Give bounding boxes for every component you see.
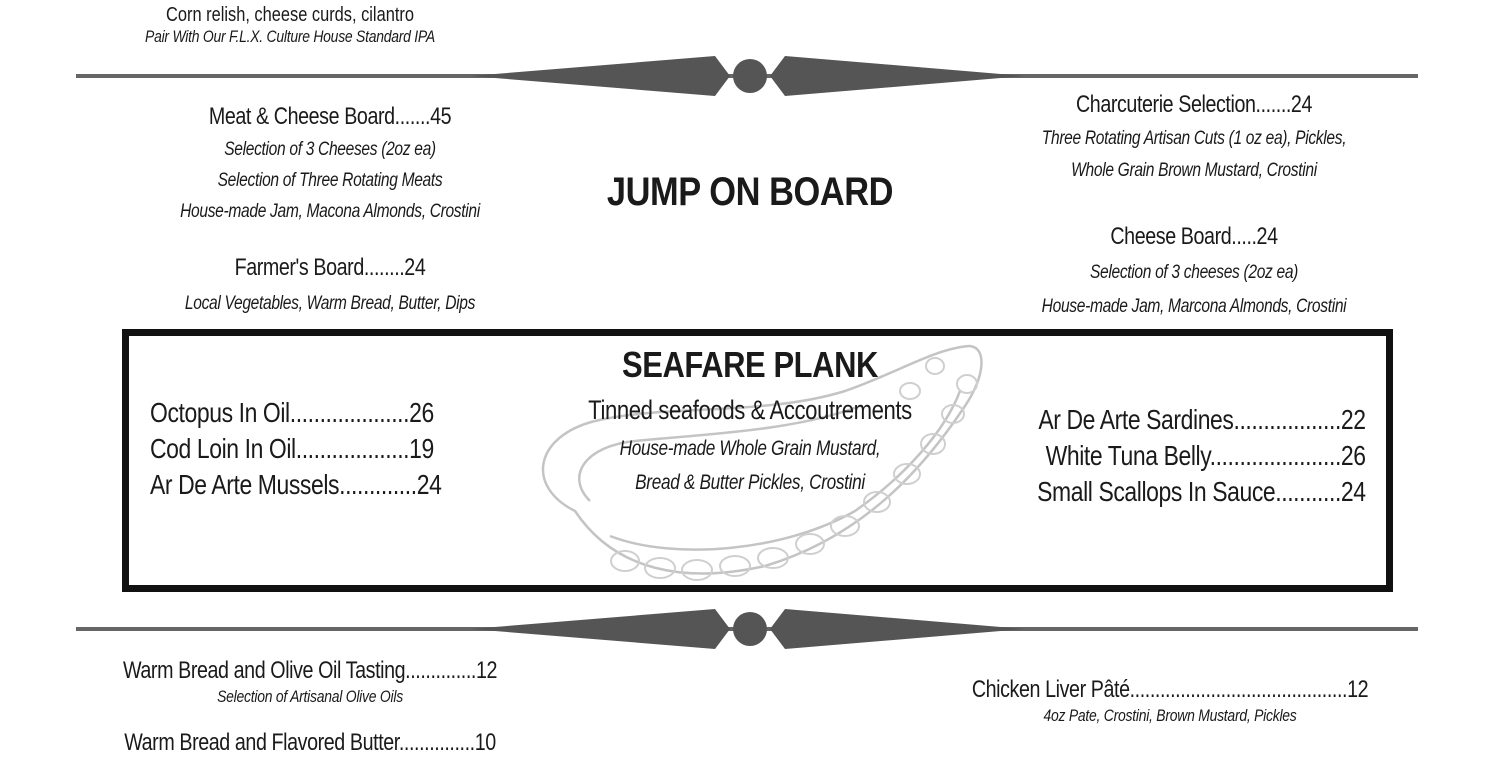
seafare-item: Small Scallops In Sauce...........24 [1037, 476, 1366, 507]
menu-item-desc-line: Three Rotating Artisan Cuts (1 oz ea), Pickles, [1041, 128, 1347, 149]
seafare-desc-line: Bread & Butter Pickles, Crostini [635, 471, 865, 494]
menu-item-desc-line: Local Vegetables, Warm Bread, Butter, Dips [184, 293, 476, 314]
seafare-item: Cod Loin In Oil...................19 [150, 433, 434, 464]
menu-item-desc-line: House-made Jam, Macona Almonds, Crostini [180, 201, 480, 222]
menu-item-cheese-board [984, 220, 1404, 322]
menu-item-title: Warm Bread and Olive Oil Tasting..............12 [122, 657, 498, 684]
menu-item-charcuterie-selection [984, 88, 1404, 186]
menu-item-flavored-butter [60, 728, 560, 758]
menu-item-desc-line: Selection of 3 cheeses (2oz ea) [1089, 262, 1299, 283]
seafare-desc-line: House-made Whole Grain Mustard, [619, 437, 881, 460]
seafare-item: Octopus In Oil....................26 [150, 397, 434, 428]
menu-item-meat-cheese-board [130, 100, 530, 227]
seafare-right-list [965, 402, 1366, 510]
menu-item-title: Chicken Liver Pâté...........................................12 [971, 676, 1369, 703]
menu-item-desc-line: Whole Grain Brown Mustard, Crostini [1071, 160, 1317, 181]
ornamental-divider-bottom [0, 599, 1500, 659]
menu-item-title: Warm Bread and Flavored Butter...............10 [124, 729, 496, 756]
menu-item-title: Cheese Board.....24 [1110, 223, 1278, 250]
seafare-center-column [500, 342, 1000, 498]
seafare-heading: SEAFARE PLANK [622, 344, 878, 385]
menu-item-desc-line: Selection of Three Rotating Meats [217, 170, 443, 191]
menu-item-title: Meat & Cheese Board.......45 [208, 103, 452, 130]
menu-item-desc-line: 4oz Pate, Crostini, Brown Mustard, Pickles [1043, 706, 1297, 725]
top-item-description: Corn relish, cheese curds, cilantro [166, 4, 414, 26]
menu-item-title: Charcuterie Selection.......24 [1075, 91, 1313, 118]
menu-item-title: Farmer's Board........24 [234, 254, 426, 281]
seafare-left-list [150, 395, 505, 503]
top-item-pairing: Pair With Our F.L.X. Culture House Standard IPA [145, 27, 435, 46]
menu-item-olive-oil-tasting [60, 656, 560, 708]
top-section [0, 4, 580, 47]
menu-item-farmers-board [130, 251, 530, 323]
menu-item-desc-line: Selection of 3 Cheeses (2oz ea) [224, 139, 436, 160]
menu-item-desc-line: House-made Jam, Marcona Almonds, Crostini [1041, 296, 1347, 317]
seafare-item: Ar De Arte Mussels.............24 [150, 469, 442, 500]
seafare-item: White Tuna Belly......................26 [1045, 440, 1366, 471]
board-section-heading: JUMP ON BOARD [606, 170, 894, 214]
seafare-item: Ar De Arte Sardines..................22 [1038, 404, 1366, 435]
seafare-subtitle: Tinned seafoods & Accoutrements [588, 395, 912, 425]
menu-item-chicken-liver-pate [920, 675, 1420, 727]
menu-item-desc-line: Selection of Artisanal Olive Oils [217, 687, 403, 706]
